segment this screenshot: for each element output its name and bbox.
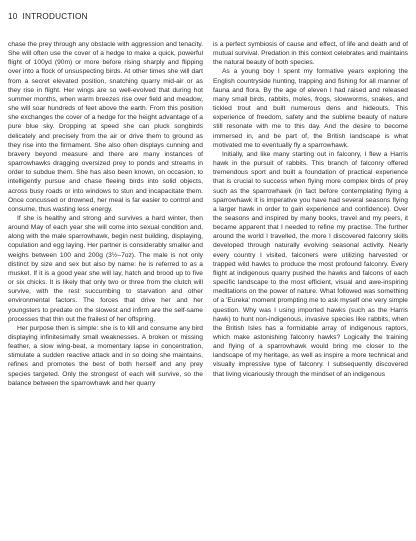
paragraph: As a young boy I spent my formative years exploring the English countryside hunting, trapping and fishing for all manner of fauna and flora. By the age of eleven I had raised and released many small birds, rabbits, moles, frogs, slowworms, snakes, and tickled trout and built numerous dens and hideouts. This experience of freedom, safety and the sublime beauty of nature still resonate with me to this day. And the desire to become immersed in, and be part of, the British landscape is what motivated me to eventually fly a sparrowhawk. xyxy=(213,68,408,149)
paragraph: chase the prey through any obstacle with aggression and tenacity. She will often use the cover of a hedge to make a quick, powerful flight of 100yd (90m) or more before rising sharply and flipping over into a flock of unsuspecting birds. At other times she will dart from a secret elevated position, snatching quarry mid-air or as they rise in flight. Her wings are so well-evolved that during hot summer months, when warm breezes rise over field and meadow, she will soar hundreds of feet above the earth. From this position she exchanges the cover of a hedge for the height advantage of a pure blue sky. Dropping at speed she can pluck songbirds delicately and precisely from the air or drive them to ground as they rise into the firmament. She also often displays cunning and bravery beyond measure and there are many instances of sparrowhawks dragging oversized prey to ponds and streams in order to subdue them. She has also been known, on occasion, to intelligently pursue and chase fleeing birds into solid objects, across busy roads or into windows to stun and incapacitate them. Once concussed or drowned, her meal is far easier to control and consume, thus wasting less energy. xyxy=(8,41,203,213)
right-column xyxy=(213,40,408,534)
section-title: INTRODUCTION xyxy=(22,12,88,21)
page-number: 10 xyxy=(8,12,18,21)
left-column xyxy=(8,40,203,534)
page-header xyxy=(8,12,88,21)
paragraph: Initially, and like many starting out in falconry, I flew a Harris hawk in the pursuit of rabbits. This branch of falconry offered tremendous sport and built a foundation of practical experience that is crucial to success when flying more complex birds of prey such as the sparrowhawk (in fact before contemplating flying a sparrowhawk it is imperative you have had several seasons flying a larger hawk in order to gain experience and confidence). Over the seasons and inspired by many books, travel and my peers, it became apparent that I needed to refine my practise. The further around the world I travelled, the more I discovered falconry skills developed through naturally evolving seasonal activity. Nearly every country I visited, falconers were utilizing harvested or trapped wild hawks to produce the most profound falconry. Every flight at indigenous quarry pushed the hawks and falcons of each specific landscape to the most efficient, visual and awe-inspiring meditations on the power of nature. What followed was something of a 'Eureka' moment prompting me to ask myself one very simple question. Why was I using imported hawks (such as the Harris hawk) to hunt non-indigenous, invasive species like rabbits, when the British Isles has a formidable array of indigenous raptors, which make astonishing falconry hawks? Logically the training and flying of a sparrowhawk would bring me closer to the landscape of my heritage, as well as inspire a more technical and visually impressive type of falconry. I subsequently discovered that living vicariously through the mindset of an indigenous xyxy=(213,150,408,378)
paragraph: If she is healthy and strong and survives a hard winter, then around May of each year she will come into sexual condition and, along with the male sparrowhawk, begin nest building, displaying, copulation and egg laying. Her partner is considerably smaller and weighs between 100 and 200g (3½–7oz). The male is not only distinct by size and sex but also by name: he is referred to as a musket. If it is a good year she will lay, hatch and brood up to five or six chicks. It is likely that only two or three from the clutch will survive, with the rest succumbing to starvation and other environmental factors. The forces that drive her and her youngsters to predate on the slowest and infirm are the self-same processes that thin out the frailest of her offspring. xyxy=(8,214,203,323)
body-text xyxy=(8,40,408,534)
paragraph: Her purpose then is simple: she is to kill and consume any bird displaying infinitesimally small weaknesses. A broken or missing feather, a slow wing-beat, a momentary lapse in concentration, stimulate a sudden reactive attack and in so doing she maintains, refines and promotes the best of both herself and any prey species targeted. Only the strongest of each will survive, so the balance between the sparrowhawk and her quarry xyxy=(8,324,203,387)
paragraph: is a perfect symbiosis of cause and effect, of life and death and of mutual survival. Predation in this context celebrates and maintains the natural beauty of both species. xyxy=(213,41,408,67)
